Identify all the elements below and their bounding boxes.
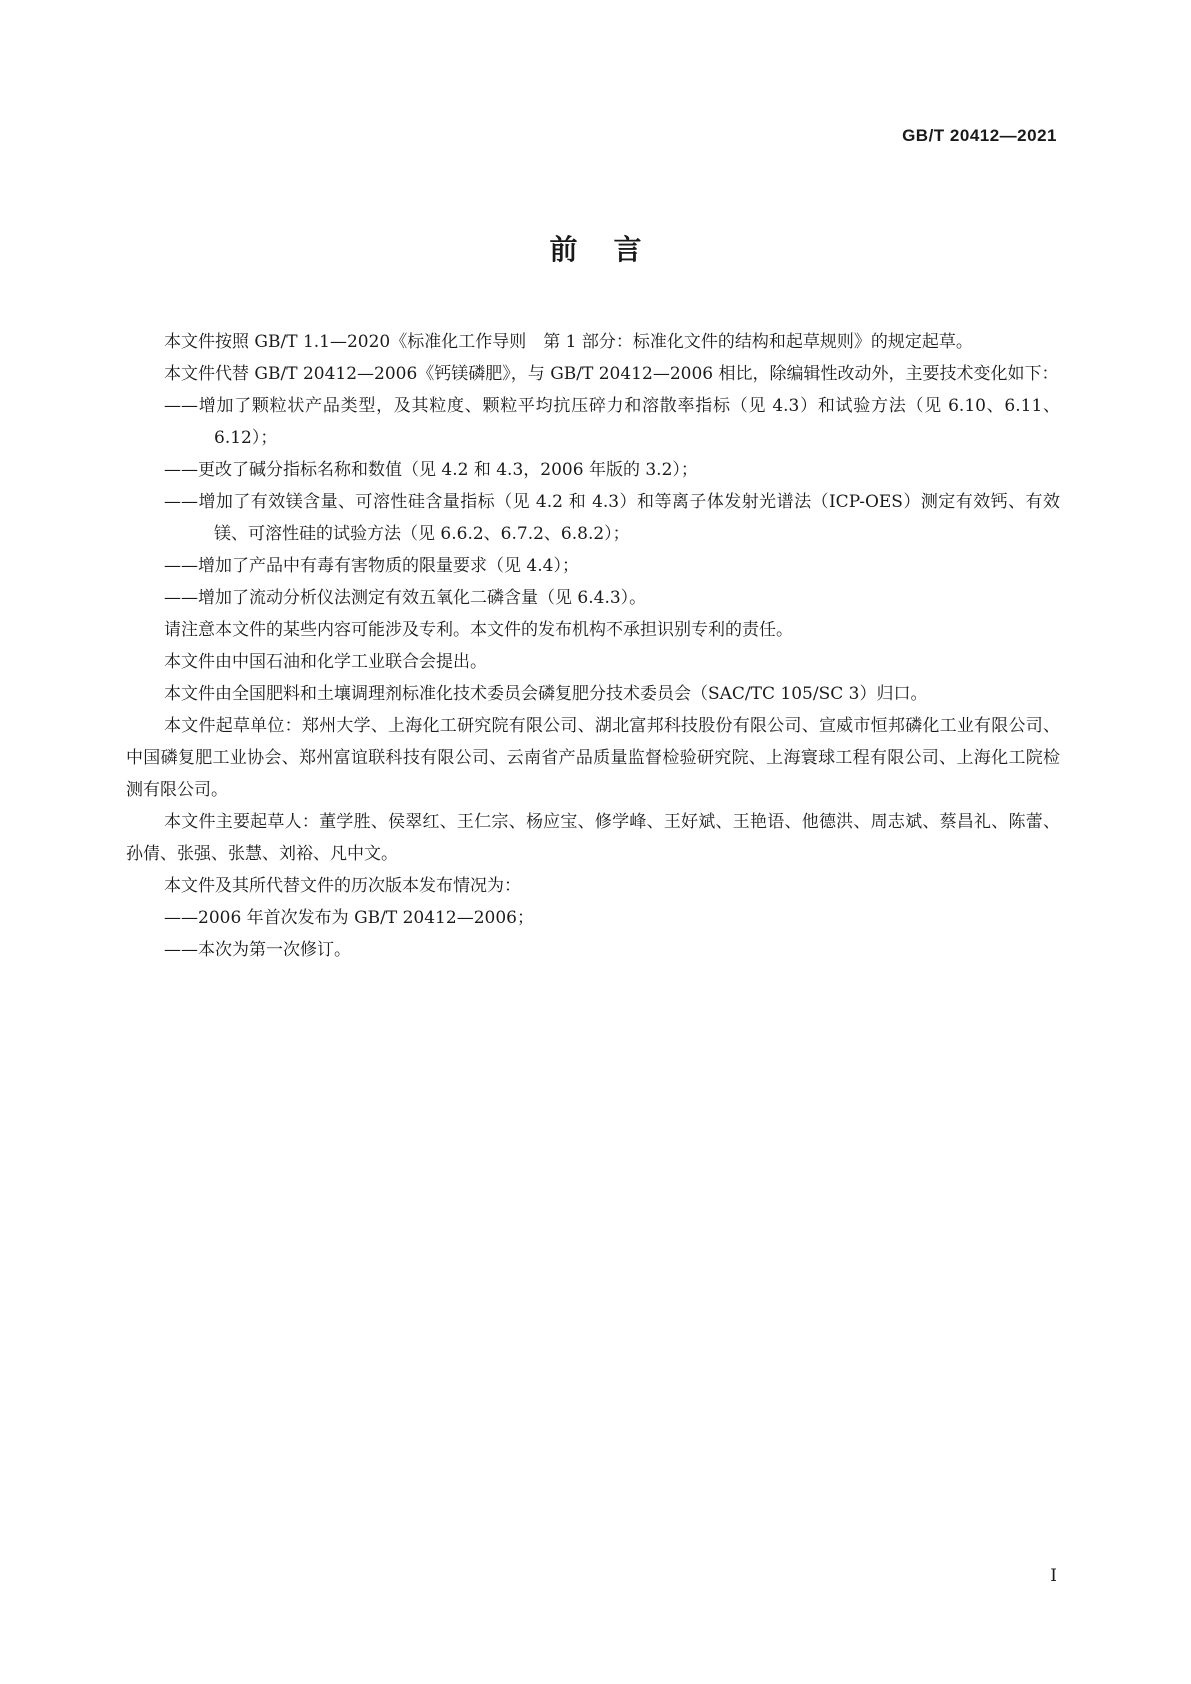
history-item-revision: ——本次为第一次修订。 [164,940,351,960]
paragraph-proposed-by: 本文件由中国石油和化学工业联合会提出。 [164,652,487,672]
change-item-flow-analysis: ——增加了流动分析仪法测定有效五氧化二磷含量（见 6.4.3）。 [164,588,647,608]
history-item-2006: ——2006 年首次发布为 GB/T 20412—2006； [164,908,534,928]
paragraph-drafting-rules: 本文件按照 GB/T 1.1—2020《标准化工作导则 第 1 部分：标准化文件的结构和起草规则》的规定起草。 [164,332,973,352]
paragraph-replaces: 本文件代替 GB/T 20412—2006《钙镁磷肥》，与 GB/T 20412—2006 相比，除编辑性改动外，主要技术变化如下： [164,364,1059,384]
paragraph-committee: 本文件由全国肥料和土壤调理剂标准化技术委员会磷复肥分技术委员会（SAC/TC 105/SC 3）归口。 [164,684,928,704]
paragraph-version-history: 本文件及其所代替文件的历次版本发布情况为： [164,876,521,896]
page-number: I [1050,1566,1057,1586]
paragraph-drafters: 本文件主要起草人：董学胜、侯翠红、王仁宗、杨应宝、修学峰、王好斌、王艳语、他德洪、周志斌、蔡昌礼、陈蕾、孙倩、张强、张慧、刘裕、凡中文。 [126,812,1060,864]
page-title: 前言 [549,233,678,266]
change-item-alkali: ——更改了碱分指标名称和数值（见 4.2 和 4.3，2006 年版的 3.2）； [164,460,698,480]
paragraph-drafting-units: 本文件起草单位：郑州大学、上海化工研究院有限公司、湖北富邦科技股份有限公司、宣威市恒邦磷化工业有限公司、中国磷复肥工业协会、郑州富谊联科技有限公司、云南省产品质量监督检验研究院、上海寰球工程有限公司、上海化工院检测有限公司。 [126,716,1060,800]
paragraph-patent-notice: 请注意本文件的某些内容可能涉及专利。本文件的发布机构不承担识别专利的责任。 [164,620,793,640]
change-item-granular: ——增加了颗粒状产品类型，及其粒度、颗粒平均抗压碎力和溶散率指标（见 4.3）和试验方法（见 6.10、6.11、6.12）； [164,396,1060,448]
change-item-toxic-limits: ——增加了产品中有毒有害物质的限量要求（见 4.4）； [164,556,579,576]
standard-number: GB/T 20412—2021 [902,126,1057,145]
document-body [126,326,1060,966]
change-item-magnesium-silicon: ——增加了有效镁含量、可溶性硅含量指标（见 4.2 和 4.3）和等离子体发射光谱法（ICP-OES）测定有效钙、有效镁、可溶性硅的试验方法（见 6.6.2、6.7.2、6.8.2）； [164,492,1060,544]
